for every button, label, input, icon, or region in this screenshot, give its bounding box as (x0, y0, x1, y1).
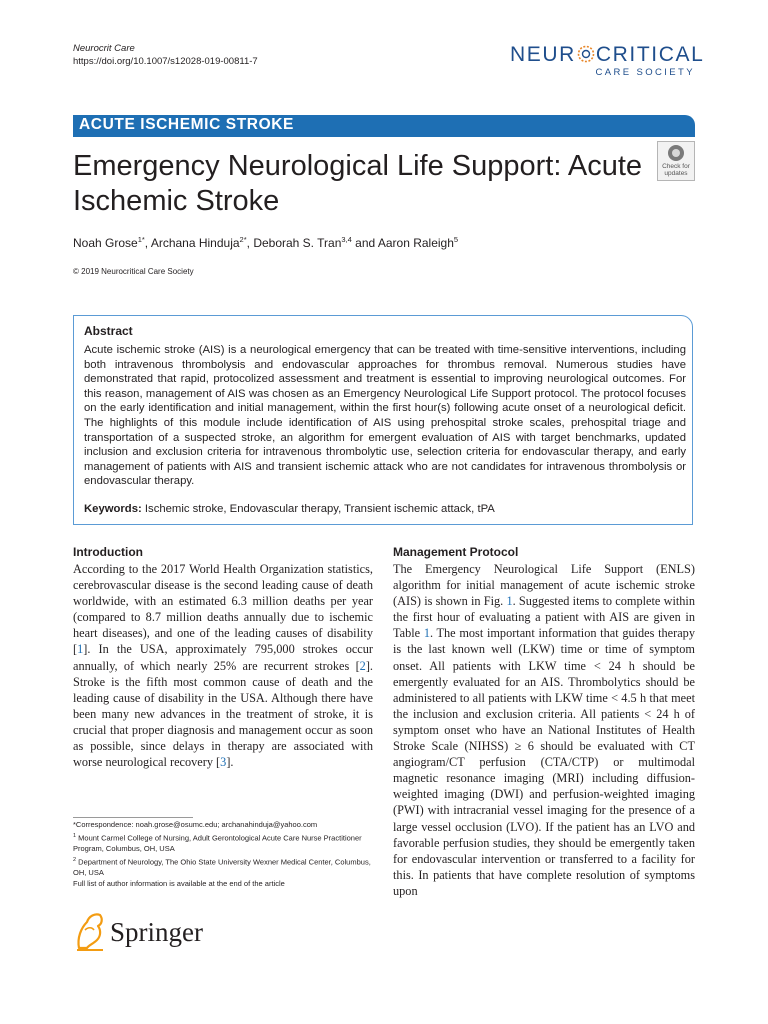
publisher-name: Springer (110, 917, 203, 947)
section-banner (73, 115, 695, 137)
footnotes (73, 820, 373, 890)
footnote-mark: 1 (73, 832, 77, 839)
doi-link[interactable]: https://doi.org/10.1007/s12028-019-00811-7 (73, 56, 258, 67)
journal-name: Neurocrit Care (73, 43, 135, 54)
author-affiliation: 3,4 (341, 235, 352, 244)
abstract-body: Acute ischemic stroke (AIS) is a neurological emergency that can be treated with time-sensitive interventions, including both intravenous thrombolysis and endovascular approaches for thrombus removal. Numerous studies have demonstrated that rapid, protocolized assessment and treatment is essential to improving neurological outcomes. For this reason, management of AIS was chosen as an Emergency Neurological Life Support protocol. The protocol focuses on the early identification and initial management, within the first hour(s) following acute onset of a neurological deficit. The highlights of this module include identification of AIS using prehospital stroke scales, prehospital triage and transportation of a suspected stroke, an algorithm for emergent evaluation of AIS with target benchmarks, updated inclusion and exclusion criteria for intravenous thrombolytic use, selection criteria for endovascular therapy, and early management of patients with AIS and transient ischemic attack who are not candidates for intravenous thrombolysis or endovascular therapy. (84, 344, 686, 488)
publisher-logo (73, 910, 223, 952)
journal-info (73, 42, 258, 68)
management-text: . Suggested items to complete within the first hour of evaluating a patient with AIS are given in Table (393, 594, 695, 641)
society-logo (510, 43, 705, 84)
affiliation-2 (73, 855, 373, 879)
author-separator: , (246, 236, 254, 250)
management-body (393, 561, 695, 899)
affiliation-text: Mount Carmel College of Nursing, Adult Gerontological Acute Care Nurse Practitioner Program, Columbus, OH, USA (73, 833, 362, 854)
intro-heading: Introduction (73, 545, 143, 559)
author-list (73, 232, 458, 251)
check-for-updates-badge[interactable] (657, 141, 695, 181)
author-and: and (351, 236, 378, 250)
intro-text: ]. (226, 755, 234, 770)
author-name[interactable]: Archana Hinduja (150, 236, 240, 250)
intro-text: According to the 2017 World Health Organization statistics, cerebrovascular disease is the second leading cause of death worldwide, with an estimated 6.3 million deaths per year (compared to 8.7 million deaths annually due to ischemic heart diseases), and one of the leading causes of disability [ (73, 562, 373, 657)
banner-label: ACUTE ISCHEMIC STROKE (79, 116, 294, 133)
keywords-list: Ischemic stroke, Endovascular therapy, Transient ischemic attack, tPA (144, 503, 495, 515)
intro-text: ]. In the USA, approximately 795,000 strokes occur annually, of which nearly 25% are recurrent strokes [ (73, 642, 373, 673)
management-heading: Management Protocol (393, 545, 519, 559)
springer-horse-icon (73, 910, 107, 952)
author-affiliation: 2* (239, 235, 247, 244)
citation-link[interactable]: 1 (77, 642, 84, 657)
citation-link[interactable]: 2 (359, 658, 366, 673)
author-info-note: Full list of author information is available at the end of the article (73, 878, 285, 888)
table-link[interactable]: 1 (423, 626, 430, 641)
author-name[interactable]: Noah Grose (73, 236, 138, 250)
author-name[interactable]: Deborah S. Tran (253, 236, 342, 250)
footnote-divider (73, 817, 193, 818)
check-label-2: updates (664, 170, 688, 177)
author-affiliation: 1* (137, 235, 145, 244)
affiliation-1 (73, 831, 373, 855)
society-logo-sub: CARE SOCIETY (595, 67, 695, 78)
page-title (73, 149, 653, 219)
author-affiliation: 5 (453, 235, 459, 244)
keywords-label: Keywords: (84, 503, 142, 515)
society-logo-left: NEUR (510, 43, 576, 66)
title-line-2: Ischemic Stroke (73, 185, 280, 217)
keywords (84, 503, 495, 515)
title-line-1: Emergency Neurological Life Support: Acute (73, 150, 643, 182)
society-logo-right: CRITICAL (595, 43, 705, 66)
citation-link[interactable]: 3 (220, 755, 227, 770)
copyright: © 2019 Neurocritical Care Society (73, 267, 194, 276)
author-name[interactable]: Aaron Raleigh (377, 236, 454, 250)
intro-body (73, 561, 373, 770)
footnote-mark: 2 (73, 856, 77, 863)
abstract-box (73, 315, 693, 525)
figure-link[interactable]: 1 (506, 594, 513, 609)
management-text: The Emergency Neurological Life Support (ENLS) algorithm for initial management of acute ischemic stroke (AIS) is shown in Fig. (393, 562, 695, 609)
intro-text: ]. Stroke is the fifth most common cause of death and the leading cause of disability in the USA. Although there have been many new advances in the treatment of stroke, it is crucial that proper diagnosis and management occur as soon as possible, since delays in therapy are associated with worse neurological recovery [ (73, 658, 373, 770)
abstract-heading: Abstract (84, 324, 133, 338)
author-separator: , (144, 236, 151, 250)
check-label-1: Check for (662, 163, 690, 170)
society-mark-icon (576, 44, 596, 64)
correspondence: *Correspondence: noah.grose@osumc.edu; archanahinduja@yahoo.com (73, 820, 318, 829)
management-text: . The most important information that guides therapy is the last known well (LKW) time or time of symptom onset. All patients with LKW time < 24 h should be emergently evaluated for an AIS. Thrombolytics should be administered to all patients with LKW time < 4.5 h that meet the inclusion and exclusion criteria. All patients < 24 h of symptom onset who have an National Institutes of Health Stroke Scale (NIHSS) ≥ 6 should be evaluated with CT angiogram/CT perfusion (CTA/CTP) or multimodal magnetic resonance imaging (MRI) including diffusion-weighted imaging (DWI) and perfusion-weighted imaging (PWI) with intracranial vessel imaging for the presence of a large vessel occlusion (LVO). If the patient has an LVO and favorable perfusion studies, they should be emergently taken for endovascular intervention or transferred to a facility for this. In patients that have complete resolution of symptoms upon (393, 626, 695, 898)
affiliation-text: Department of Neurology, The Ohio State University Wexner Medical Center, Columbus, OH, USA (73, 857, 371, 878)
